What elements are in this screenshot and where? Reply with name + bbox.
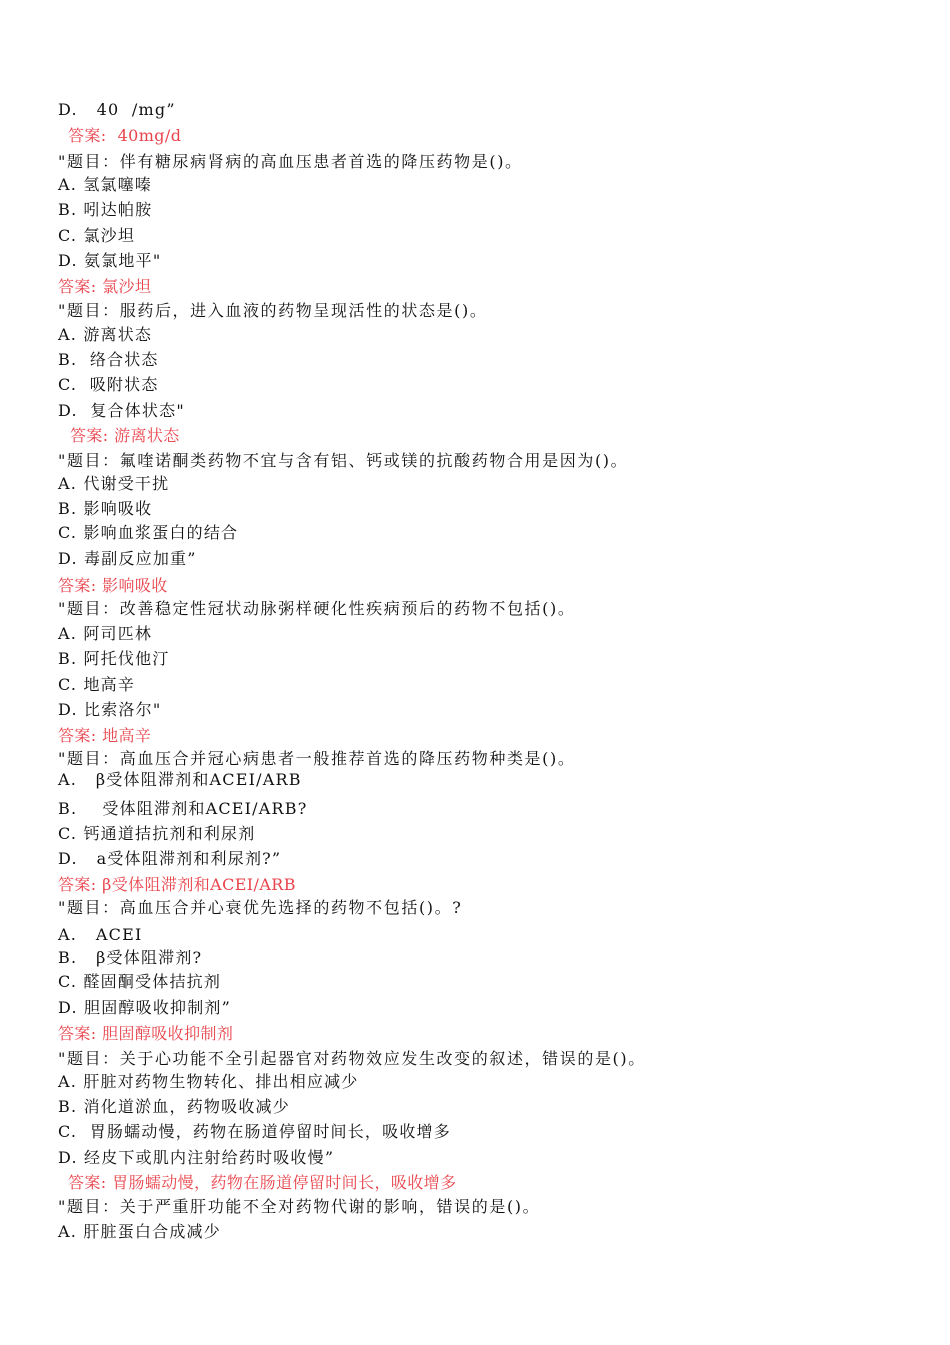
option-line: A. 阿司匹林	[58, 624, 153, 643]
option-line: A. 肝脏对药物生物转化、排出相应减少	[58, 1072, 359, 1091]
option-line: C. 吸附状态	[58, 375, 159, 394]
option-line: B. β受体阻滞剂?	[58, 948, 203, 967]
option-line: C. 醛固酮受体拮抗剂	[58, 972, 222, 991]
option-line: A. 代谢受干扰	[58, 474, 170, 493]
answer-line: 答案: 胃肠蠕动慢，药物在肠道停留时间长，吸收增多	[68, 1173, 457, 1192]
option-line: A. ACEI	[58, 925, 143, 944]
option-line: B. 阿托伐他汀	[58, 649, 170, 668]
option-line: C. 氯沙坦	[58, 226, 136, 245]
question-line: "题目：高血压合并冠心病患者一般推荐首选的降压药物种类是()。	[58, 749, 576, 768]
answer-line: 答案: 影响吸收	[58, 576, 168, 595]
option-line: D. 胆固醇吸收抑制剂”	[58, 998, 232, 1017]
answer-line: 答案: 氯沙坦	[58, 277, 152, 296]
option-line: B. 消化道淤血，药物吸收减少	[58, 1097, 290, 1116]
option-line: D. 复合体状态"	[58, 401, 185, 420]
option-line: A. 肝脏蛋白合成减少	[58, 1222, 221, 1241]
option-line: C. 钙通道拮抗剂和利尿剂	[58, 824, 256, 843]
option-line: B. 络合状态	[58, 350, 159, 369]
question-line: "题目：伴有糖尿病肾病的高血压患者首选的降压药物是()。	[58, 152, 523, 171]
option-line: C. 胃肠蠕动慢，药物在肠道停留时间长，吸收增多	[58, 1122, 451, 1141]
option-line: B. 影响吸收	[58, 499, 153, 518]
answer-line: 答案: 游离状态	[70, 426, 180, 445]
question-line: "题目：氟喹诺酮类药物不宜与含有铝、钙或镁的抗酸药物合用是因为()。	[58, 451, 629, 470]
answer-line: 答案: 40mg/d	[68, 126, 182, 145]
option-line: D. 经皮下或肌内注射给药时吸收慢”	[58, 1148, 335, 1167]
answer-line: 答案: β受体阻滞剂和ACEI/ARB	[58, 875, 296, 894]
question-line: "题目：关于心功能不全引起器官对药物效应发生改变的叙述，错误的是()。	[58, 1049, 646, 1068]
answer-line: 答案: 胆固醇吸收抑制剂	[58, 1024, 234, 1043]
answer-line: 答案: 地高辛	[58, 726, 152, 745]
option-line: C. 影响血浆蛋白的结合	[58, 523, 239, 542]
option-line: D. 40 /mg”	[58, 100, 176, 119]
option-line: B. 受体阻滞剂和ACEI/ARB?	[58, 799, 308, 818]
question-line: "题目：高血压合并心衰优先选择的药物不包括()。?	[58, 898, 463, 917]
option-line: D. 毒副反应加重”	[58, 549, 197, 568]
question-line: "题目：服药后，进入血液的药物呈现活性的状态是()。	[58, 301, 488, 320]
option-line: D. a受体阻滞剂和利尿剂?”	[58, 849, 282, 868]
option-line: D. 氨氯地平"	[58, 251, 162, 270]
option-line: A. 游离状态	[58, 325, 153, 344]
option-line: B. 吲达帕胺	[58, 200, 153, 219]
option-line: A. β受体阻滞剂和ACEI/ARB	[58, 770, 302, 789]
question-line: "题目：改善稳定性冠状动脉粥样硬化性疾病预后的药物不包括()。	[58, 599, 576, 618]
option-line: A. 氢氯噻嗪	[58, 175, 153, 194]
option-line: C. 地高辛	[58, 675, 136, 694]
question-line: "题目：关于严重肝功能不全对药物代谢的影响，错误的是()。	[58, 1197, 541, 1216]
option-line: D. 比索洛尔"	[58, 700, 162, 719]
